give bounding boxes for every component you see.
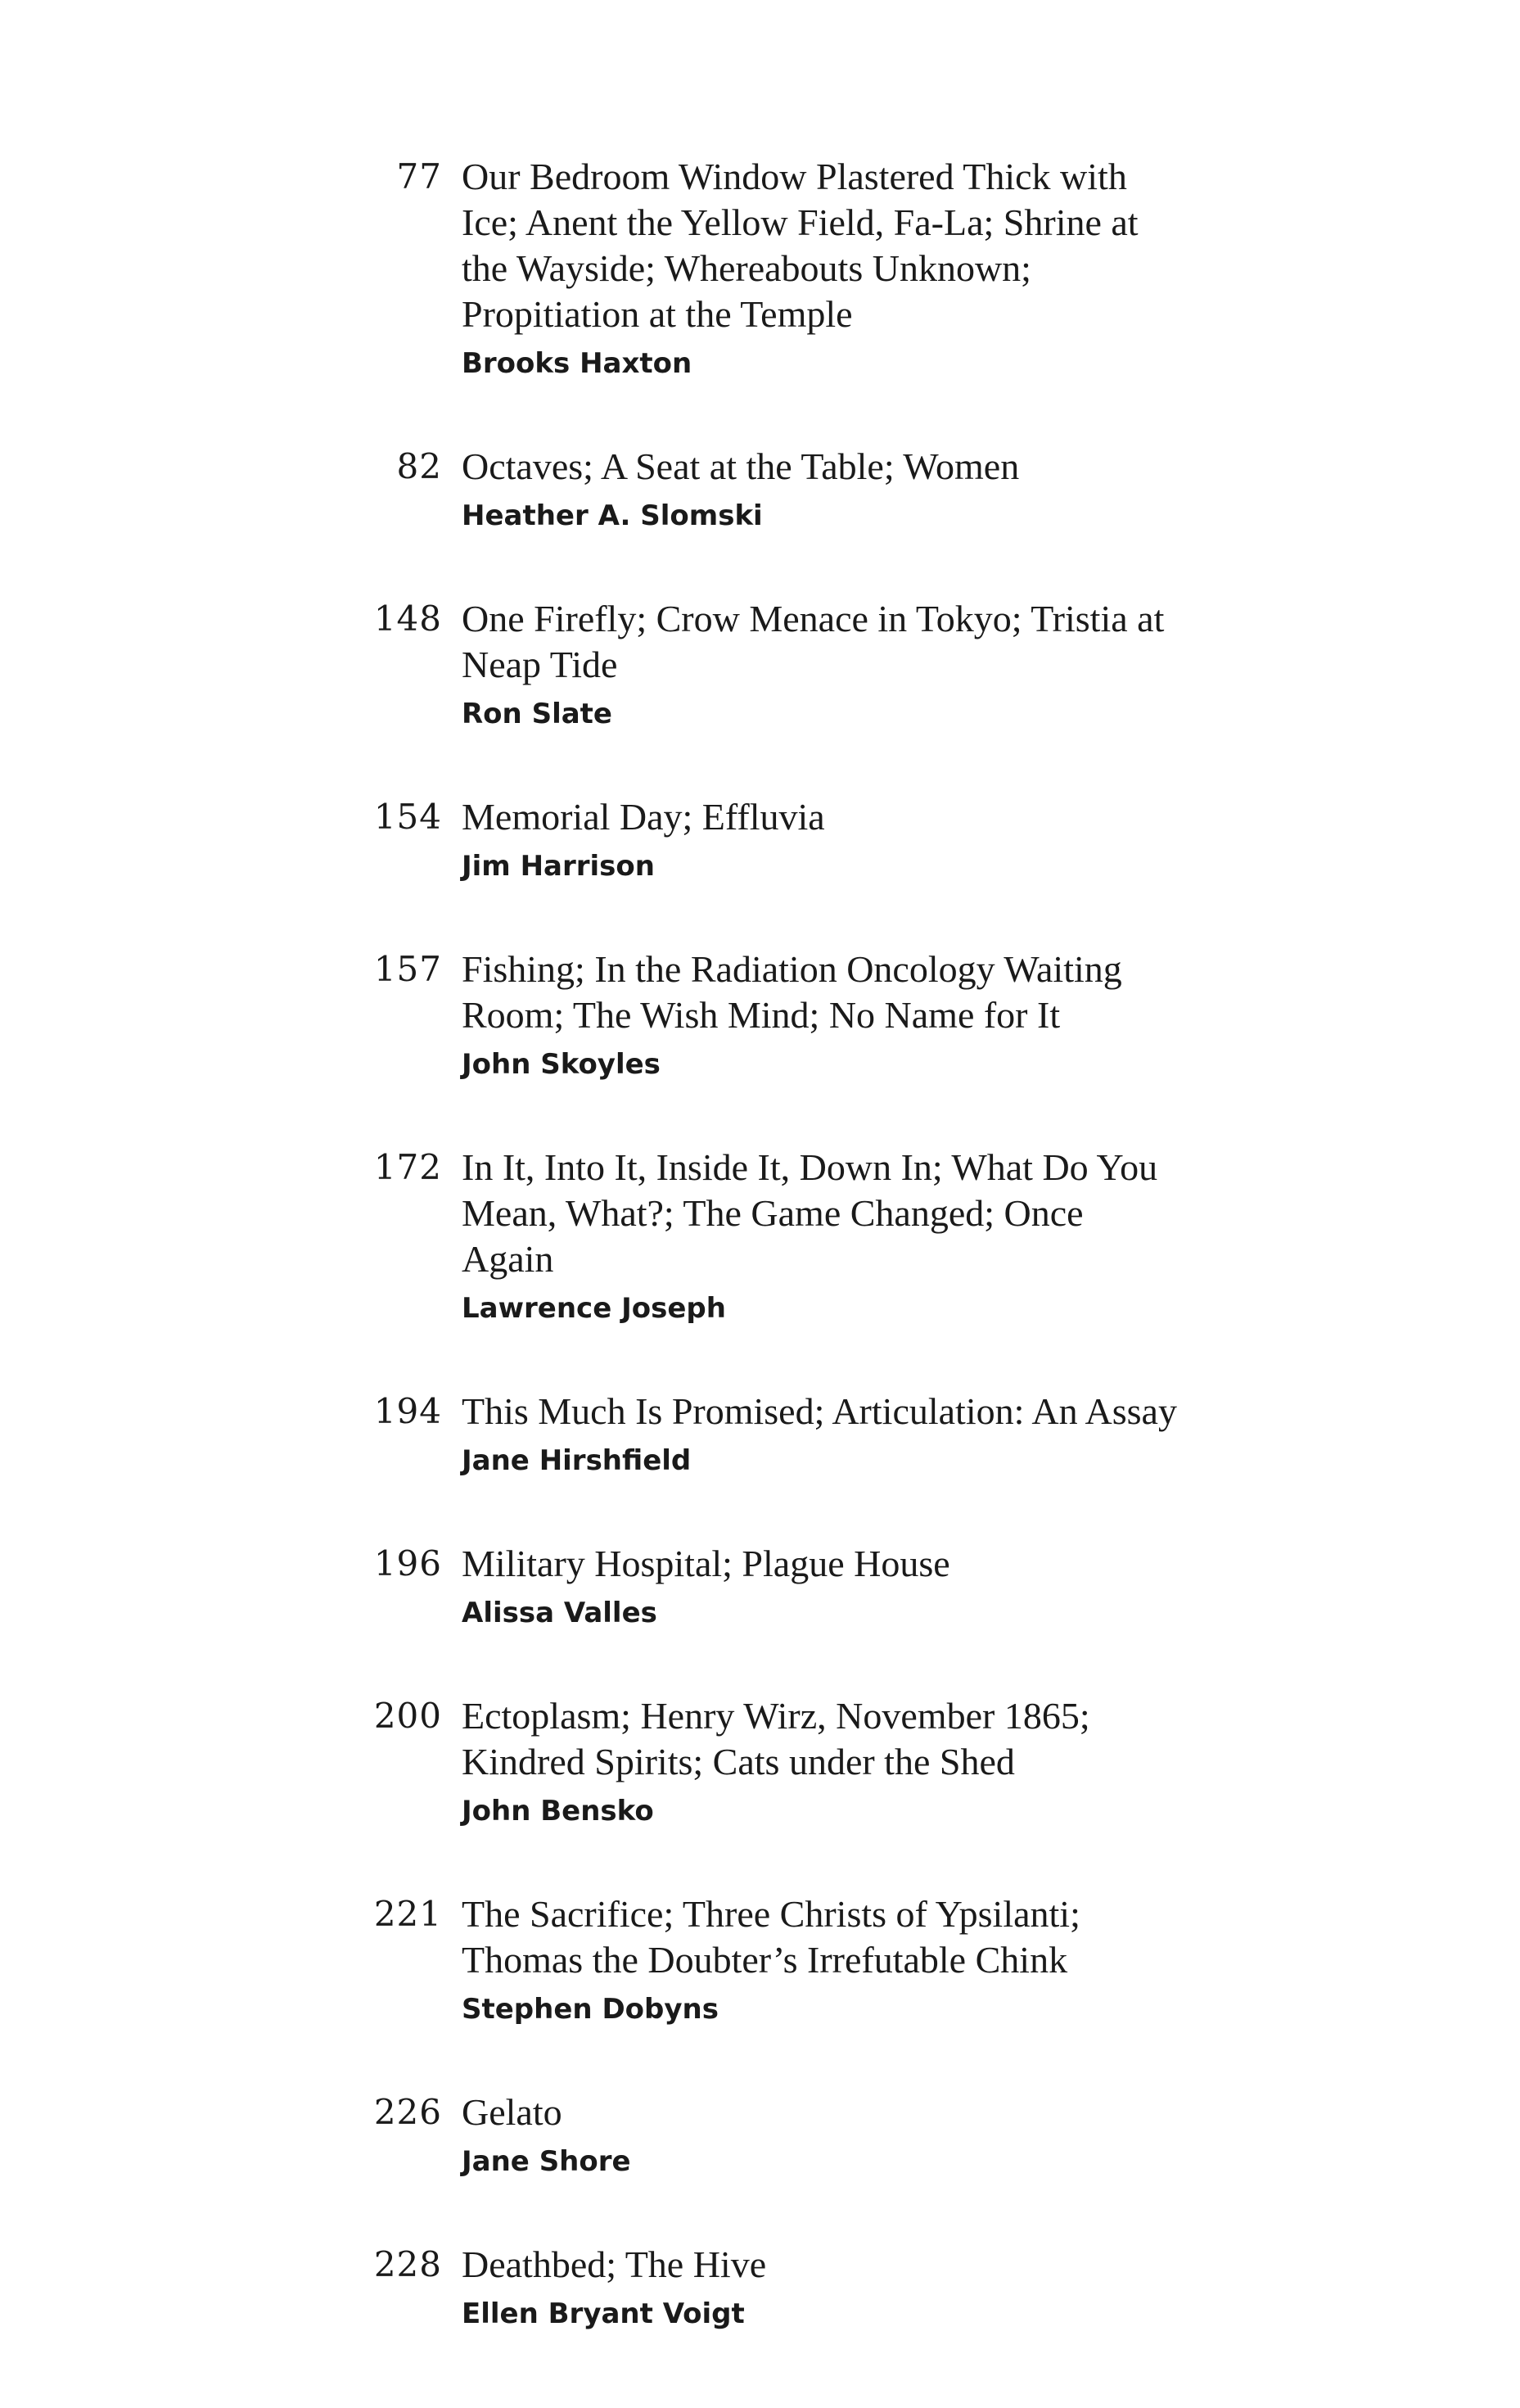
page-number: 228 (373, 2244, 442, 2284)
entry-author: John Bensko (462, 1795, 654, 1827)
entry-titles: In It, Into It, Inside It, Down In; What Do You Mean, What?; The Game Changed; Once Again (462, 1146, 1158, 1280)
table-of-contents (352, 154, 1252, 2394)
entry-titles: Deathbed; The Hive (462, 2243, 767, 2285)
entry-author: Brooks Haxton (462, 347, 692, 380)
page-number: 194 (373, 1391, 442, 1431)
entry-author: Lawrence Joseph (462, 1292, 726, 1325)
entry-body (462, 1541, 1252, 1631)
toc-entry (352, 794, 1252, 884)
entry-body (462, 1693, 1252, 1829)
page-number: 157 (373, 949, 442, 989)
toc-entry (352, 1145, 1252, 1326)
toc-entry (352, 444, 1252, 534)
page-number: 77 (396, 156, 442, 197)
page-number: 226 (373, 2092, 442, 2132)
entry-titles: Octaves; A Seat at the Table; Women (462, 445, 1020, 487)
entry-titles: One Firefly; Crow Menace in Tokyo; Tristia at Neap Tide (462, 598, 1165, 685)
toc-entry (352, 1541, 1252, 1631)
page-number: 200 (373, 1696, 442, 1736)
toc-entry (352, 1693, 1252, 1829)
entry-body (462, 1389, 1252, 1479)
entry-author: Jane Hirshfield (462, 1444, 692, 1477)
entry-titles: This Much Is Promised; Articulation: An Assay (462, 1390, 1177, 1432)
toc-entry (352, 2089, 1252, 2180)
entry-author: Alissa Valles (462, 1597, 657, 1629)
entry-titles: The Sacrifice; Three Christs of Ypsilanti; Thomas the Doubter’s Irrefutable Chink (462, 1893, 1080, 1981)
toc-entry (352, 2242, 1252, 2332)
page-number: 196 (373, 1543, 442, 1583)
entry-body (462, 2242, 1252, 2332)
entry-author: John Skoyles (462, 1048, 661, 1081)
entry-body (462, 946, 1252, 1082)
toc-entry (352, 596, 1252, 732)
entry-titles: Fishing; In the Radiation Oncology Waiting Room; The Wish Mind; No Name for It (462, 948, 1122, 1036)
page-number: 221 (373, 1894, 442, 1934)
page-number: 154 (373, 797, 442, 837)
entry-titles: Memorial Day; Effluvia (462, 796, 825, 838)
entry-author: Stephen Dobyns (462, 1993, 719, 2026)
entry-author: Jim Harrison (462, 850, 655, 883)
entry-titles: Our Bedroom Window Plastered Thick with Ice; Anent the Yellow Field, Fa-La; Shrine at the Wayside; Whereabouts Unknown; Propitiation at the Temple (462, 156, 1139, 335)
toc-entry (352, 1891, 1252, 2027)
page-number: 148 (373, 599, 442, 639)
entry-titles: Ectoplasm; Henry Wirz, November 1865; Kindred Spirits; Cats under the Shed (462, 1695, 1090, 1782)
entry-body (462, 2089, 1252, 2180)
entry-author: Ron Slate (462, 698, 612, 730)
entry-author: Ellen Bryant Voigt (462, 2297, 745, 2330)
entry-body (462, 154, 1252, 382)
toc-entry (352, 1389, 1252, 1479)
entry-body (462, 1145, 1252, 1326)
page-number: 82 (396, 446, 442, 486)
entry-body (462, 444, 1252, 534)
entry-author: Jane Shore (462, 2145, 631, 2178)
entry-body (462, 794, 1252, 884)
page-number: 172 (373, 1147, 442, 1187)
toc-entry (352, 946, 1252, 1082)
entry-titles: Gelato (462, 2091, 562, 2133)
entry-author: Heather A. Slomski (462, 499, 763, 532)
entry-body (462, 596, 1252, 732)
entry-titles: Military Hospital; Plague House (462, 1543, 950, 1584)
entry-body (462, 1891, 1252, 2027)
toc-entry (352, 154, 1252, 382)
